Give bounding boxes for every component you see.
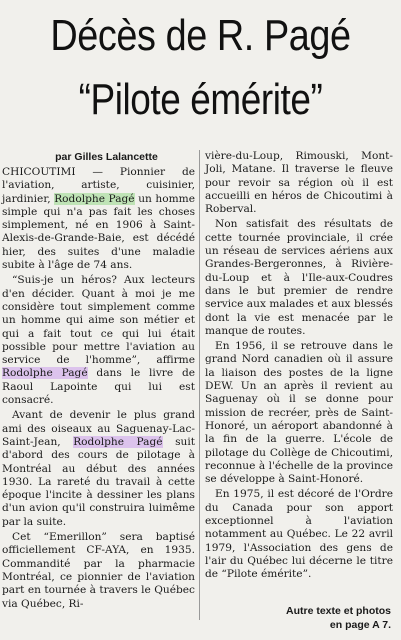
continued-note (241, 604, 391, 632)
highlighted-name: Rodolphe Pagé (73, 435, 163, 448)
left-paragraph-2 (2, 274, 195, 407)
right-paragraph-4: En 1975, il est décoré de l'Ordre du Canada pour son apport exceptionnel à l'aviation notamment au Québec. Le 22 avril 1979, l'Association des gens de l'air du Québec lui décerne le titre de “Pilote émérite”. (205, 488, 393, 581)
highlighted-name: Rodolphe Pagé (54, 192, 135, 205)
column-divider (199, 150, 200, 620)
continued-note-line-1: Autre texte et photos (285, 605, 391, 617)
right-column (205, 150, 393, 584)
continued-note-line-2: en page A 7. (329, 619, 391, 631)
left-column (2, 166, 195, 613)
text-run: CHICOUTIMI — Pionnier de l'aviation, artiste, cuisinier, jardinier, (2, 166, 195, 205)
byline: par Gilles Lalancette (55, 151, 158, 163)
headline-line-1: Décès de R. Pagé (50, 11, 351, 60)
right-paragraph-2: Non satisfait des résultats de cette tournée provinciale, il crée un réseau de services aériens aux Grandes-Bergeronnes, à Rivière-du-Loup et à l'Ile-aux-Coudres dans le but premier de rendre service aux malades et aux blessés dont la vie est menacée par le manque de routes. (205, 218, 393, 337)
text-run: un homme simple qui n'a pas fait les choses simplement, né en 1906 à Saint-Alexis-de-Grande-Baie, est décédé hier, des suites d'une maladie subite à l'âge de 74 ans. (2, 192, 195, 272)
headline-line-2: “Pilote émérite” (78, 75, 323, 124)
text-run: dans le livre de Raoul Lapointe qui lui est consacré. (2, 367, 195, 407)
left-paragraph-4: Cet “Emerillon” sera baptisé officiellement CF-AYA, en 1935. Commandité par la pharmacie Montréal, ce pionnier de l'aviation part en tournée à travers le Québec via Québec, Ri- (2, 531, 195, 610)
left-paragraph-3 (2, 409, 195, 529)
text-run: Avant de devenir le plus grand ami des oiseaux au Saguenay-Lac-Saint-Jean, (2, 409, 195, 448)
text-run: “Suis-je un héros? Aux lecteurs d'en décider. Quant à moi je me considère tout simplement comme un homme qui aime son métier et qui a fait tout ce qui lui était possible pour mettre l'aviation au service de l'homme”, affirme (2, 274, 195, 367)
left-paragraph-1 (2, 166, 195, 272)
right-paragraph-3: En 1956, il se retrouve dans le grand Nord canadien où il assure la liaison des postes de la ligne DEW. Un an après il revient au Saguenay où il se donne pour mission de recréer, près de Saint-Honoré, un aéroport abandonné à la fin de la guerre. L'école de pilotage du Collège de Chicoutimi, reconnue à l'échelle de la province se développe à Saint-Honoré. (205, 340, 393, 486)
right-paragraph-1: vière-du-Loup, Rimouski, Mont-Joli, Matane. Il traverse le fleuve pour revoir sa région où il est accueilli en héros de Chicoutimi à Roberval. (205, 150, 393, 216)
highlighted-name: Rodolphe Pagé (2, 367, 88, 380)
text-run: suit d'abord des cours de pilotage à Montréal au début des années 1930. La rareté du travail à cette époque l'incite à dessiner les plans d'un avion qu'il construira luimême par la suite. (2, 435, 195, 528)
